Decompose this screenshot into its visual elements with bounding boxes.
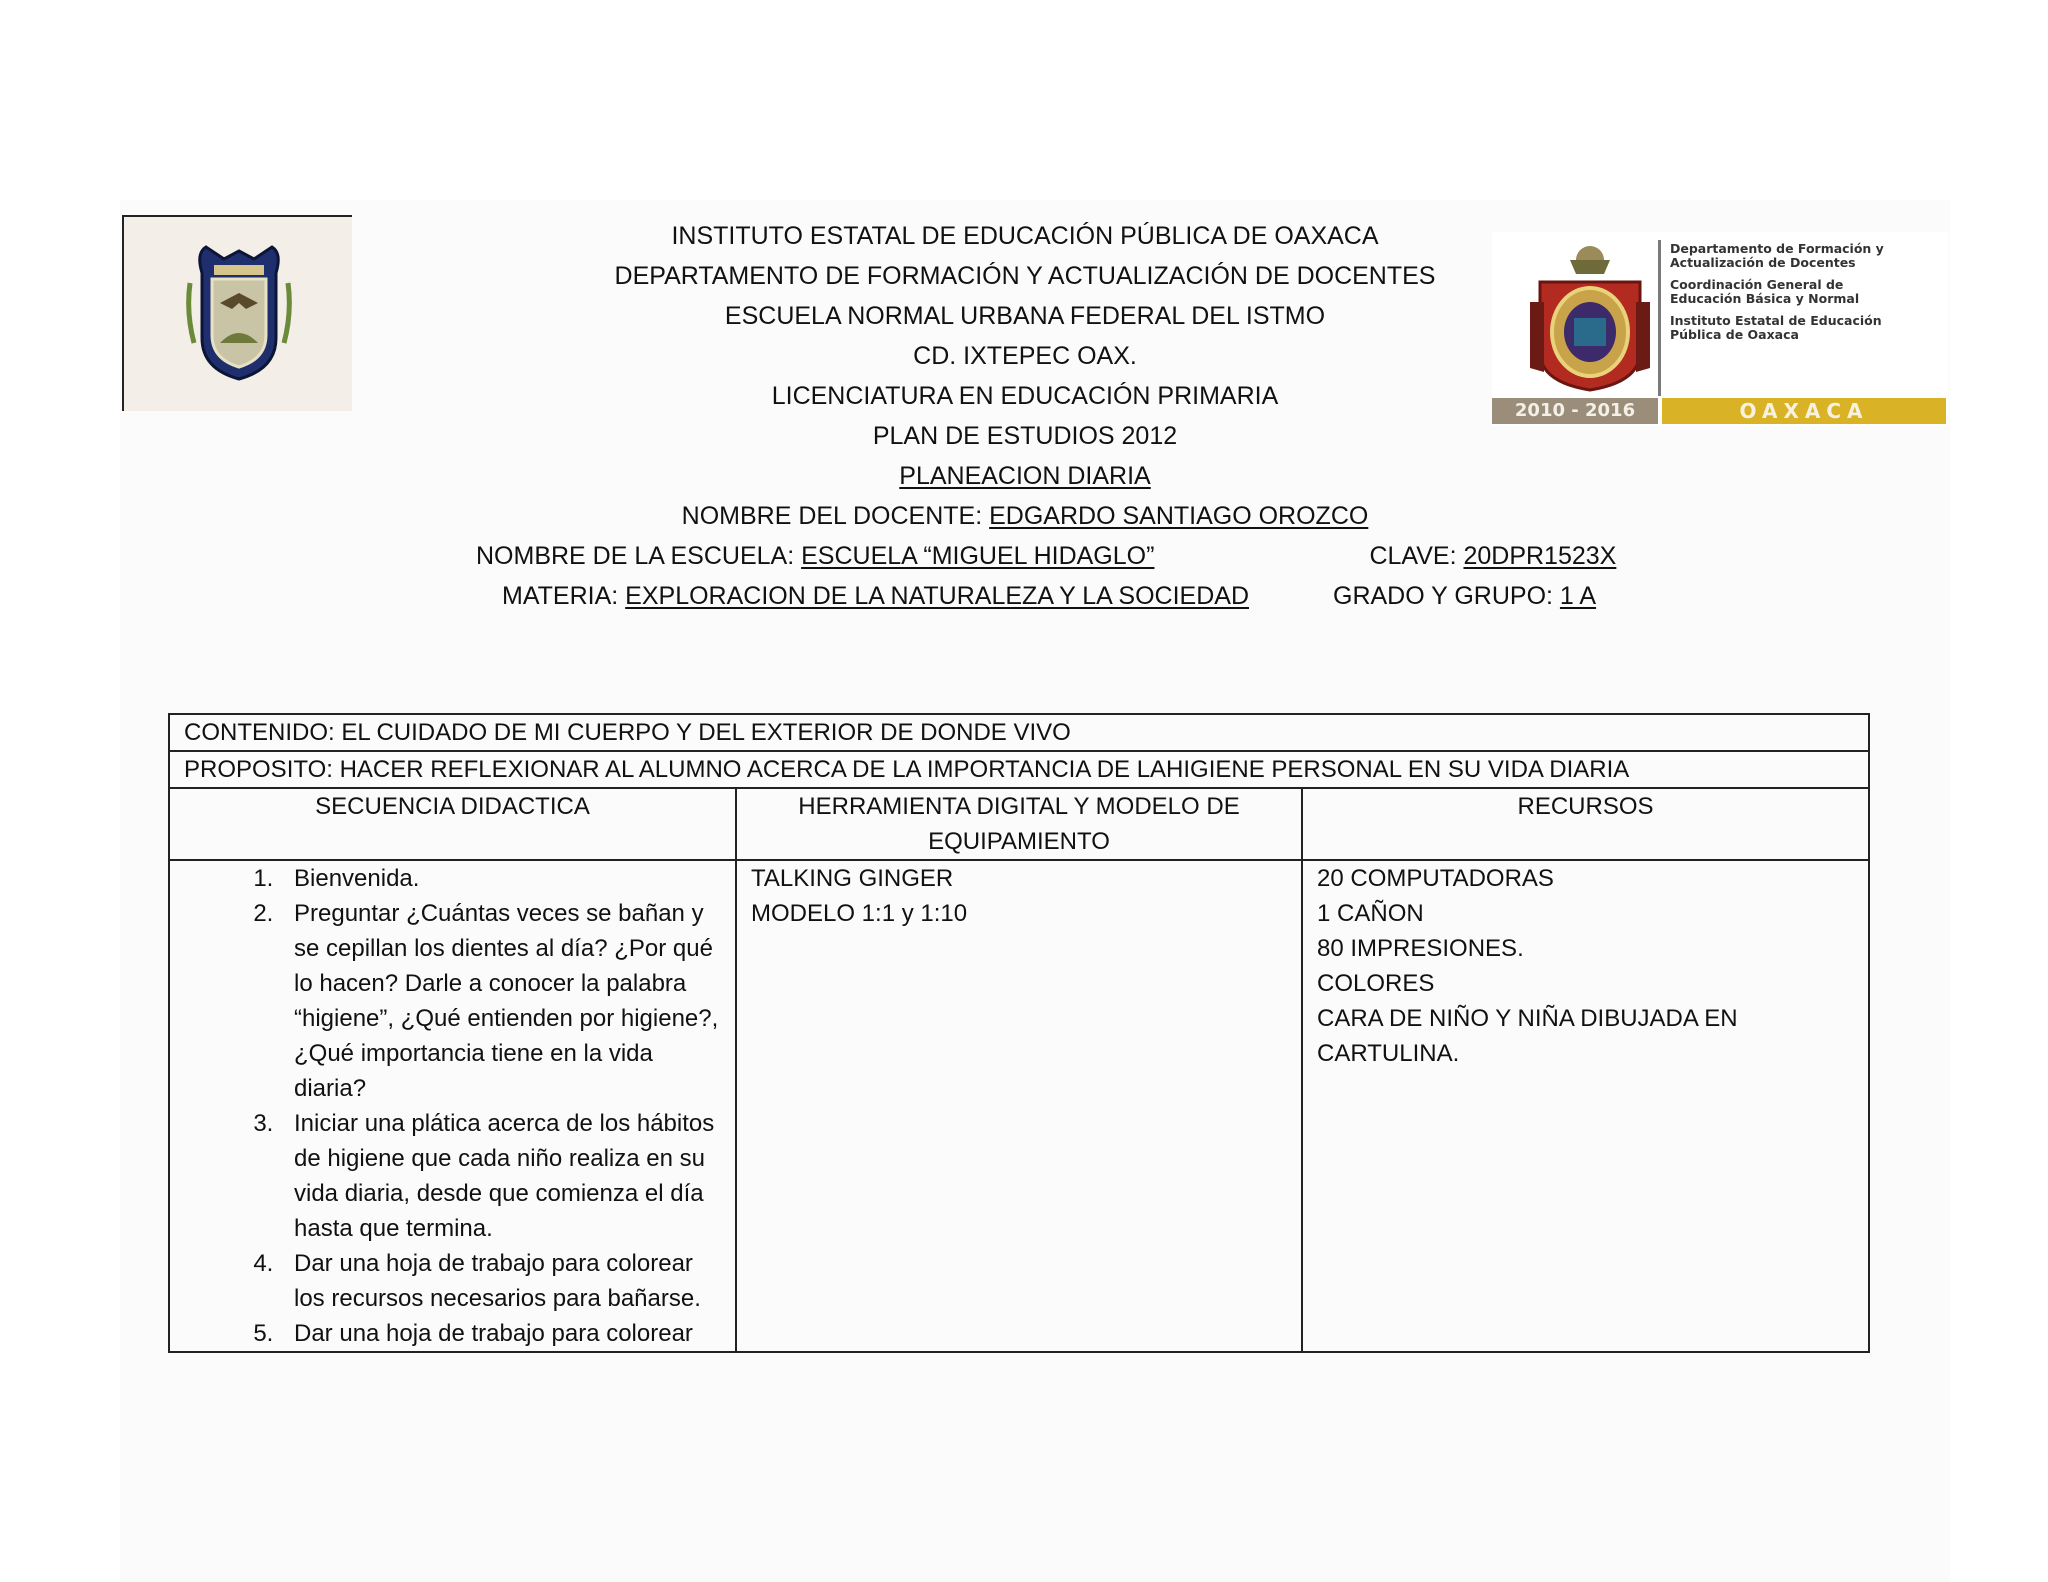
institute-name: INSTITUTO ESTATAL DE EDUCACIÓN PÚBLICA DE OAXACA <box>671 222 1379 250</box>
header-recursos: RECURSOS <box>1302 788 1869 860</box>
secuencia-cell <box>169 860 736 1352</box>
list-item: 5. Dar una hoja de trabajo para colorear <box>280 1316 721 1351</box>
herramienta-line: MODELO 1:1 y 1:10 <box>751 900 968 927</box>
proposito-cell: PROPOSITO: HACER REFLEXIONAR AL ALUMNO ACERCA DE LA IMPORTANCIA DE LAHIGIENE PERSONAL EN SU VIDA DIARIA <box>169 751 1869 788</box>
planning-table <box>168 713 1870 1353</box>
table-body-row <box>169 860 1869 1352</box>
materia-row <box>0 576 2048 616</box>
city-name: CD. IXTEPEC OAX. <box>913 342 1137 370</box>
school-name: ESCUELA NORMAL URBANA FEDERAL DEL ISTMO <box>724 302 1326 330</box>
logo-state: OAXACA <box>1662 398 1946 424</box>
proposito-row <box>169 751 1869 788</box>
department-name: DEPARTAMENTO DE FORMACIÓN Y ACTUALIZACIÓN DE DOCENTES <box>614 262 1436 290</box>
document-header <box>0 216 2048 616</box>
clave-value: 20DPR1523X <box>1463 542 1617 570</box>
table-header-row <box>169 788 1869 860</box>
herramienta-cell <box>736 860 1302 1352</box>
herramienta-line: TALKING GINGER <box>751 865 954 892</box>
recurso-line: 80 IMPRESIONES. <box>1317 935 1524 962</box>
school-row <box>0 536 2048 576</box>
recurso-line: CARA DE NIÑO Y NIÑA DIBUJADA EN <box>1317 1005 1738 1032</box>
list-item: 4. Dar una hoja de trabajo para colorear los recursos necesarios para bañarse. <box>280 1246 721 1316</box>
document-title: PLANEACION DIARIA <box>899 462 1151 490</box>
school-name-value: ESCUELA “MIGUEL HIDAGLO” <box>801 542 1155 570</box>
recursos-cell <box>1302 860 1869 1352</box>
secuencia-list <box>184 861 721 1351</box>
document-title-row <box>2 456 2048 496</box>
teacher-row <box>2 496 2048 536</box>
contenido-row <box>169 714 1869 751</box>
study-plan: PLAN DE ESTUDIOS 2012 <box>872 422 1178 450</box>
list-item: 3. Iniciar una plática acerca de los hábitos de higiene que cada niño realiza en su vida diaria, desde que comienza el día hasta que termina. <box>280 1106 721 1246</box>
logo-line: Departamento de Formación y <box>1670 241 1884 256</box>
list-item: 1. Bienvenida. <box>280 861 721 896</box>
teacher-value: EDGARDO SANTIAGO OROZCO <box>989 502 1369 530</box>
logo-line: Actualización de Docentes <box>1670 255 1856 270</box>
contenido-cell: CONTENIDO: EL CUIDADO DE MI CUERPO Y DEL EXTERIOR DE DONDE VIVO <box>169 714 1869 751</box>
logo-line: Instituto Estatal de Educación <box>1670 313 1882 328</box>
clave-label: CLAVE: <box>1369 542 1457 570</box>
materia-value: EXPLORACION DE LA NATURALEZA Y LA SOCIEDAD <box>625 582 1249 610</box>
logo-line: Pública de Oaxaca <box>1670 327 1799 342</box>
recurso-line: CARTULINA. <box>1317 1040 1460 1067</box>
recurso-line: COLORES <box>1317 970 1435 997</box>
materia-label: MATERIA: <box>502 582 619 610</box>
recurso-line: 1 CAÑON <box>1317 900 1424 927</box>
grado-value: 1 A <box>1559 582 1597 610</box>
grado-label: GRADO Y GRUPO: <box>1333 582 1553 610</box>
teacher-label: NOMBRE DEL DOCENTE: <box>681 502 983 530</box>
logo-years: 2010 - 2016 <box>1492 398 1658 424</box>
recurso-line: 20 COMPUTADORAS <box>1317 865 1554 892</box>
header-secuencia: SECUENCIA DIDACTICA <box>169 788 736 860</box>
list-item: 2. Preguntar ¿Cuántas veces se bañan y se cepillan los dientes al día? ¿Por qué lo hacen? Darle a conocer la palabra “higiene”, ¿Qué entienden por higiene?, ¿Qué importancia tiene en la vida diaria? <box>280 896 721 1106</box>
school-name-label: NOMBRE DE LA ESCUELA: <box>476 542 795 570</box>
logo-line: Educación Básica y Normal <box>1670 291 1860 306</box>
degree-name: LICENCIATURA EN EDUCACIÓN PRIMARIA <box>771 382 1279 410</box>
header-herramienta: HERRAMIENTA DIGITAL Y MODELO DE EQUIPAMIENTO <box>736 788 1302 860</box>
logo-line: Coordinación General de <box>1670 277 1844 292</box>
